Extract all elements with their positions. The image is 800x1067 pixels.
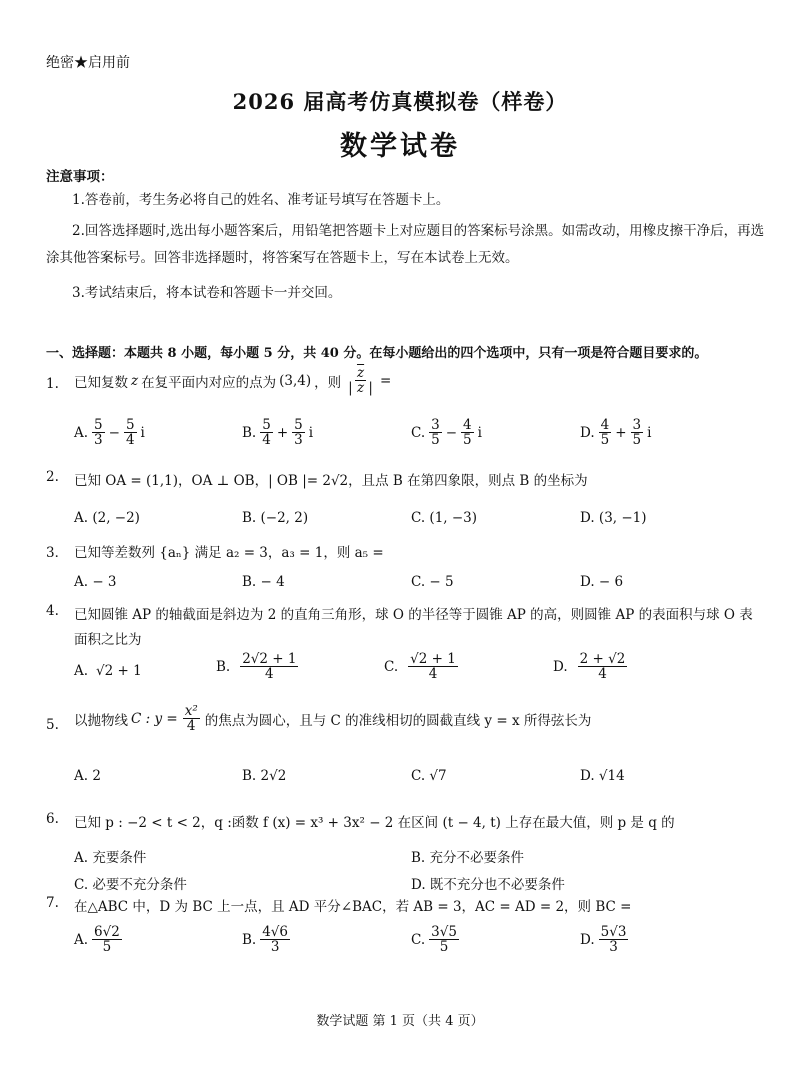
q3-option-a: A. − 3 bbox=[74, 574, 117, 590]
q6-option-a: A. 充要条件 bbox=[74, 850, 147, 866]
q5-option-b: B. 2√2 bbox=[242, 768, 287, 784]
q7-option-c: C. $\frac{3√5}{5}$ bbox=[411, 924, 457, 956]
question-number: 6. bbox=[46, 811, 59, 827]
q1-option-d: D. $\frac{4}{5}$ + $\frac{3}{5}$ i bbox=[580, 417, 652, 449]
question-1-stem bbox=[74, 366, 391, 395]
q4-option-a: A. √2 + 1 bbox=[74, 663, 142, 679]
q1-equals: = bbox=[379, 372, 392, 389]
question-5-stem: 以抛物线 C : y = $\frac{\text{x²}}{4}$ 的焦点为圆心，且与 C 的准线相切的圆截直线 y = x 所得弦长为 bbox=[74, 703, 592, 735]
section-heading: 一、选择题：本题共 8 小题，每小题 5 分，共 40 分。在每小题给出的四个选项中，只有一项是符合题目要求的。 bbox=[46, 346, 708, 361]
q1-var-z: z bbox=[131, 372, 139, 389]
question-number: 2. bbox=[46, 469, 59, 485]
question-number: 1. bbox=[46, 376, 59, 392]
question-number: 3． bbox=[46, 545, 69, 561]
q7-option-a: A. $\frac{6√2}{5}$ bbox=[74, 924, 120, 956]
note-item-2: 2.回答选择题时,选出每小题答案后，用铅笔把答题卡上对应题目的答案标号涂黑。如需改动，用橡皮擦干净后，再选涂其他答案标号。回答非选择题时，将答案写在答题卡上，写在本试卷上无效。 bbox=[46, 223, 765, 266]
q2-option-d: D. (3, −1) bbox=[580, 510, 647, 526]
page-footer: 数学试题 第 1 页（共 4 页） bbox=[316, 1014, 484, 1029]
q2-option-a: A. (2, −2) bbox=[74, 510, 140, 526]
notes-heading: 注意事项： bbox=[46, 169, 114, 185]
q1-option-a: A. $\frac{5}{3}$ − $\frac{5}{4}$ i bbox=[74, 417, 145, 449]
q3-option-d: D. − 6 bbox=[580, 574, 624, 590]
q1-fraction: $\frac{\overline{z}}{| z |}$ bbox=[348, 365, 373, 397]
q1-option-c: C. $\frac{3}{5}$ − $\frac{4}{5}$ i bbox=[411, 417, 482, 449]
q6-option-d: D. 既不充分也不必要条件 bbox=[411, 877, 565, 893]
q1-text-b: 在复平面内对应的点为 bbox=[141, 374, 277, 391]
note-item-3: 3.考试结束后，将本试卷和答题卡一并交回。 bbox=[72, 285, 342, 301]
question-2-stem: 已知 OA = (1,1)，OA ⊥ OB，| OB |= 2√2，且点 B 在第四象限，则点 B 的坐标为 bbox=[74, 473, 588, 489]
q5-option-d: D. √14 bbox=[580, 768, 625, 784]
q6-option-c: C. 必要不充分条件 bbox=[74, 877, 187, 893]
question-4-stem-line2: 面积之比为 bbox=[74, 632, 142, 648]
q1-option-b: B. $\frac{5}{4}$ + $\frac{5}{3}$ i bbox=[242, 417, 314, 449]
q7-option-b: B. $\frac{4√6}{3}$ bbox=[242, 924, 288, 956]
q2-option-b: B. (−2, 2) bbox=[242, 510, 309, 526]
q7-option-d: D. $\frac{5√3}{3}$ bbox=[580, 924, 627, 956]
q1-text-a: 已知复数 bbox=[74, 374, 128, 391]
question-6-stem: 已知 p : −2 < t < 2，q :函数 f (x) = x³ + 3x² − 2 在区间 (t − 4, t) 上存在最大值，则 p 是 q 的 bbox=[74, 815, 675, 831]
q1-point: (3,4) bbox=[279, 372, 312, 389]
question-3-stem: 已知等差数列 {aₙ} 满足 a₂ = 3，a₃ = 1，则 a₅ = bbox=[74, 545, 384, 561]
subject-title: 数学试卷 bbox=[340, 131, 460, 162]
confidential-mark: 绝密★启用前 bbox=[46, 55, 130, 71]
q1-text-c: ，则 bbox=[314, 374, 342, 391]
q6-option-b: B. 充分不必要条件 bbox=[411, 850, 525, 866]
q2-option-c: C. (1, −3) bbox=[411, 510, 478, 526]
question-number: 5. bbox=[46, 717, 59, 733]
q5-option-c: C. √7 bbox=[411, 768, 447, 784]
question-number: 7. bbox=[46, 895, 59, 911]
question-7-stem: 在△ABC 中，D 为 BC 上一点，且 AD 平分∠BAC，若 AB = 3，AC = AD = 2，则 BC = bbox=[74, 899, 632, 915]
q3-option-c: C. − 5 bbox=[411, 574, 454, 590]
q4-option-b: B. $\frac{2√2 + 1}{4}$ bbox=[216, 651, 297, 683]
q5-option-a: A. 2 bbox=[74, 768, 101, 784]
question-4-stem-line1: 已知圆锥 AP 的轴截面是斜边为 2 的直角三角形，球 O 的半径等于圆锥 AP 的高，则圆锥 AP 的表面积与球 O 表 bbox=[74, 607, 753, 623]
note-item-1: 1.答卷前，考生务必将自己的姓名、准考证号填写在答题卡上。 bbox=[72, 192, 450, 208]
q3-option-b: B. − 4 bbox=[242, 574, 285, 590]
q4-option-c: C. $\frac{√2 + 1}{4}$ bbox=[384, 651, 456, 683]
question-number: 4. bbox=[46, 603, 59, 619]
q4-option-d: D. $\frac{2 + √2}{4}$ bbox=[553, 651, 626, 683]
exam-title: 2026 届高考仿真模拟卷（样卷） bbox=[232, 89, 568, 114]
